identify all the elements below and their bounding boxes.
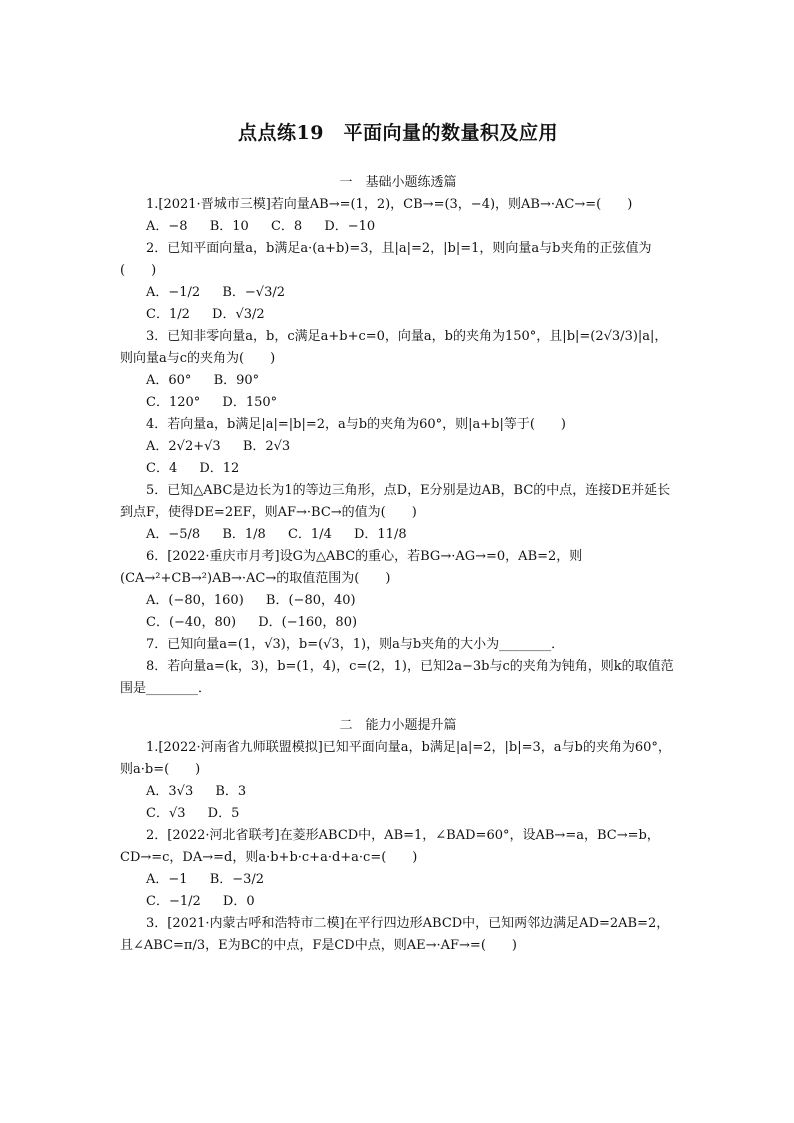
- option: C．8: [270, 219, 303, 234]
- option: D．5: [207, 806, 240, 821]
- option: D．12: [199, 461, 240, 476]
- option: D．(−160，80): [258, 615, 358, 630]
- spacer: [120, 700, 676, 710]
- options: [120, 392, 676, 414]
- question-stem: 7．已知向量a=(1，√3)，b=(√3，1)，则a与b夹角的大小为________．: [146, 637, 565, 652]
- options: [120, 590, 676, 612]
- question: [120, 238, 676, 326]
- option: D．11/8: [353, 527, 407, 542]
- option: A．60°: [146, 373, 192, 388]
- question-stem: 4．若向量a，b满足|a|=|b|=2，a与b的夹角为60°，则|a+b|等于( ): [146, 417, 566, 432]
- content: [120, 118, 676, 957]
- option: C．−1/2: [146, 894, 201, 909]
- question-stem: 3．已知非零向量a，b，c满足a+b+c=0，向量a，b的夹角为150°，且|b|=(2√3/3)|a|，则向量a与c的夹角为( ): [120, 329, 668, 366]
- option: B．−√3/2: [222, 285, 285, 300]
- option: C．(−40，80): [146, 615, 237, 630]
- option: C．4: [146, 461, 178, 476]
- options: [120, 436, 676, 458]
- option: A．(−80，160): [146, 593, 244, 608]
- option: B．90°: [213, 373, 260, 388]
- question: [120, 913, 676, 957]
- options: [120, 891, 676, 913]
- option: A．−1: [146, 872, 188, 887]
- options: [120, 781, 676, 803]
- option: B．−3/2: [209, 872, 265, 887]
- page-title: 点点练19 平面向量的数量积及应用: [238, 122, 558, 144]
- question: [120, 546, 676, 634]
- question-stem: 6．[2022·重庆市月考]设G为△ABC的重心，若BG→·AG→=0，AB=2，则(CA→²+CB→²)AB→·AC→的取值范围为( ): [120, 549, 583, 586]
- option: A．3√3: [146, 784, 194, 799]
- question: [120, 414, 676, 480]
- option: A．−8: [146, 219, 188, 234]
- question-list-basic: [120, 194, 676, 700]
- options: [120, 370, 676, 392]
- option: C．1/2: [146, 307, 190, 322]
- option: B．(−80，40): [265, 593, 356, 608]
- option: D．√3/2: [212, 307, 265, 322]
- question: [120, 326, 676, 414]
- options: [120, 612, 676, 634]
- option: C．1/4: [287, 527, 332, 542]
- question: [120, 825, 676, 913]
- options: [120, 216, 676, 238]
- section-heading-advanced: 二 能力小题提升篇: [339, 718, 457, 733]
- options: [120, 282, 676, 304]
- options: [120, 458, 676, 480]
- question: [120, 634, 676, 656]
- option: D．−10: [324, 219, 376, 234]
- question: [120, 480, 676, 546]
- question-stem: 1.[2021·晋城市三模]若向量AB→=(1，2)，CB→=(3，−4)，则AB→·AC→=( ): [146, 197, 633, 212]
- question-list-advanced: [120, 737, 676, 957]
- options: [120, 869, 676, 891]
- option: A．2√2+√3: [146, 439, 221, 454]
- question-stem: 2．[2022·河北省联考]在菱形ABCD中，AB=1，∠BAD=60°，设AB→=a，BC→=b，CD→=c，DA→=d，则a·b+b·c+a·d+a·c=( ): [120, 828, 660, 865]
- option: D．150°: [222, 395, 278, 410]
- question-stem: 5．已知△ABC是边长为1的等边三角形，点D，E分别是边AB，BC的中点，连接DE并延长到点F，使得DE=2EF，则AF→·BC→的值为( ): [120, 483, 671, 520]
- question-stem: 3．[2021·内蒙古呼和浩特市二模]在平行四边形ABCD中，已知两邻边满足AD=2AB=2，且∠ABC=π/3，E为BC的中点，F是CD中点，则AE→·AF→=( ): [120, 916, 670, 953]
- question: [120, 737, 676, 825]
- section-heading-basic: 一 基础小题练透篇: [339, 175, 457, 190]
- question: [120, 194, 676, 238]
- option: C．√3: [146, 806, 186, 821]
- question: [120, 656, 676, 700]
- question-stem: 8．若向量a=(k，3)，b=(1，4)，c=(2，1)，已知2a−3b与c的夹角为钝角，则k的取值范围是________．: [120, 659, 674, 696]
- options: [120, 304, 676, 326]
- option: A．−5/8: [146, 527, 201, 542]
- question-stem: 1.[2022·河南省九师联盟模拟]已知平面向量a，b满足|a|=2，|b|=3，a与b的夹角为60°，则a·b=( ): [120, 740, 671, 777]
- option: B．1/8: [222, 527, 266, 542]
- options: [120, 803, 676, 825]
- options: [120, 524, 676, 546]
- option: D．0: [222, 894, 255, 909]
- option: B．2√3: [242, 439, 291, 454]
- option: C．120°: [146, 395, 201, 410]
- question-stem: 2．已知平面向量a，b满足a·(a+b)=3，且|a|=2，|b|=1，则向量a与b夹角的正弦值为( ): [120, 241, 652, 278]
- option: B．10: [209, 219, 249, 234]
- option: A．−1/2: [146, 285, 201, 300]
- option: B．3: [215, 784, 247, 799]
